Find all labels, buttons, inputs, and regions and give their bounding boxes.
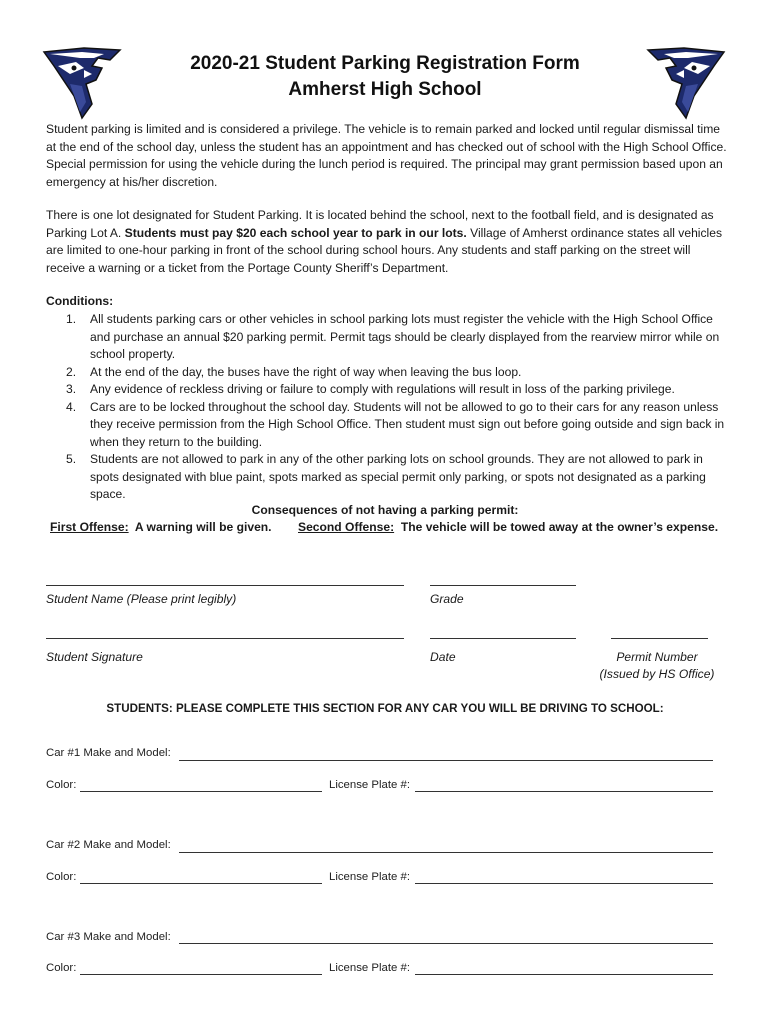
car2-color-label: Color: (46, 871, 77, 883)
condition-number: 4. (66, 399, 77, 414)
condition-text: All students parking cars or other vehicles in school parking lots must register the vehicle with the High School Office and purchase an annual $20 parking permit. Permit tags should be clearly displayed from the rearview mirror while on school property. (90, 312, 720, 361)
student-signature-field[interactable] (46, 638, 404, 639)
conditions-list (46, 311, 730, 504)
permit-number-label: Permit Number (616, 650, 698, 664)
falcon-mascot-icon (40, 44, 124, 120)
consequences-heading: Consequences of not having a parking permit: (251, 503, 519, 517)
condition-number: 1. (66, 312, 77, 326)
page-title (140, 51, 630, 103)
condition-item (46, 399, 730, 452)
first-offense-text: A warning will be given. (134, 520, 272, 534)
car1-plate-label: License Plate #: (329, 779, 411, 791)
car3-color-label: Color: (46, 962, 77, 974)
intro-paragraph-2 (46, 207, 730, 277)
intro-fee-notice: Students must pay $20 each school year to park in our lots. (124, 225, 467, 240)
conditions-heading: Conditions: (46, 294, 114, 308)
car3-plate-field[interactable] (415, 974, 713, 975)
car2-make-label: Car #2 Make and Model: (46, 839, 171, 851)
second-offense-label: Second Offense: (298, 520, 395, 534)
first-offense (50, 520, 272, 534)
title-line-2: Amherst High School (288, 79, 482, 100)
cars-section-heading: STUDENTS: PLEASE COMPLETE THIS SECTION FOR ANY CAR YOU WILL BE DRIVING TO SCHOOL: (106, 702, 664, 715)
car2-make-field[interactable] (179, 852, 713, 853)
grade-field[interactable] (430, 585, 576, 586)
condition-item (46, 451, 730, 504)
condition-item (46, 311, 730, 364)
permit-number-field[interactable] (611, 638, 708, 639)
condition-number: 2. (66, 364, 77, 379)
car1-color-field[interactable] (80, 791, 322, 792)
car1-make-field[interactable] (179, 760, 713, 761)
student-signature-label: Student Signature (46, 650, 143, 664)
condition-number: 3. (66, 382, 77, 396)
car2-plate-field[interactable] (415, 883, 713, 884)
first-offense-label: First Offense: (50, 520, 129, 534)
car3-make-field[interactable] (179, 943, 713, 944)
date-label: Date (430, 650, 456, 664)
second-offense (298, 520, 718, 534)
intro-paragraph-2-end: Village of Amherst ordinance states all vehicles are limited to one-hour parking in front of the school during school hours. Any students and staff parking on the street will receive a warning or a ticket from the Portage County Sheriff’s Department. (46, 225, 722, 275)
car1-color-label: Color: (46, 779, 77, 791)
condition-text: Any evidence of reckless driving or failure to comply with regulations will result in loss of the parking privilege. (90, 382, 675, 396)
car3-plate-label: License Plate #: (329, 962, 411, 974)
grade-label: Grade (430, 592, 464, 606)
condition-text: Cars are to be locked throughout the school day. Students will not be allowed to go to their cars for any reason unless they receive permission from the High School Office. Then student must sign out before going outside and sign back in when they return to the building. (90, 399, 725, 449)
student-name-label: Student Name (Please print legibly) (46, 592, 237, 606)
falcon-mascot-icon (644, 44, 728, 120)
date-field[interactable] (430, 638, 576, 639)
car2-plate-label: License Plate #: (329, 871, 411, 883)
intro-paragraph-1: Student parking is limited and is considered a privilege. The vehicle is to remain parked and locked until regular dismissal time at the end of the school day, unless the student has an appointment and has checked out of school with the High School Office. Special permission for using the vehicle during the lunch period is required. The principal may grant permission based upon an emergency at his/her discretion. (46, 122, 727, 189)
student-name-field[interactable] (46, 585, 404, 586)
condition-text: At the end of the day, the buses have the right of way when leaving the bus loop. (90, 364, 522, 379)
car3-color-field[interactable] (80, 974, 322, 975)
condition-text: Students are not allowed to park in any of the other parking lots on school grounds. They are not allowed to park in spots designated with blue paint, spots marked as special permit only parking, or spots not designated as a parking space. (90, 452, 706, 501)
car1-plate-field[interactable] (415, 791, 713, 792)
car3-make-label: Car #3 Make and Model: (46, 931, 171, 943)
permit-issued-note: (Issued by HS Office) (599, 667, 715, 681)
car1-make-label: Car #1 Make and Model: (46, 747, 171, 759)
second-offense-text: The vehicle will be towed away at the owner’s expense. (400, 520, 719, 534)
intro-paragraph-2-start: There is one lot designated for Student Parking. It is located behind the school, next to the football field, and is designated as Parking Lot A. (46, 208, 714, 240)
title-line-1: 2020-21 Student Parking Registration Form (190, 53, 580, 74)
condition-number: 5. (66, 452, 77, 466)
car2-color-field[interactable] (80, 883, 322, 884)
condition-item (46, 381, 730, 399)
condition-item (46, 364, 730, 382)
